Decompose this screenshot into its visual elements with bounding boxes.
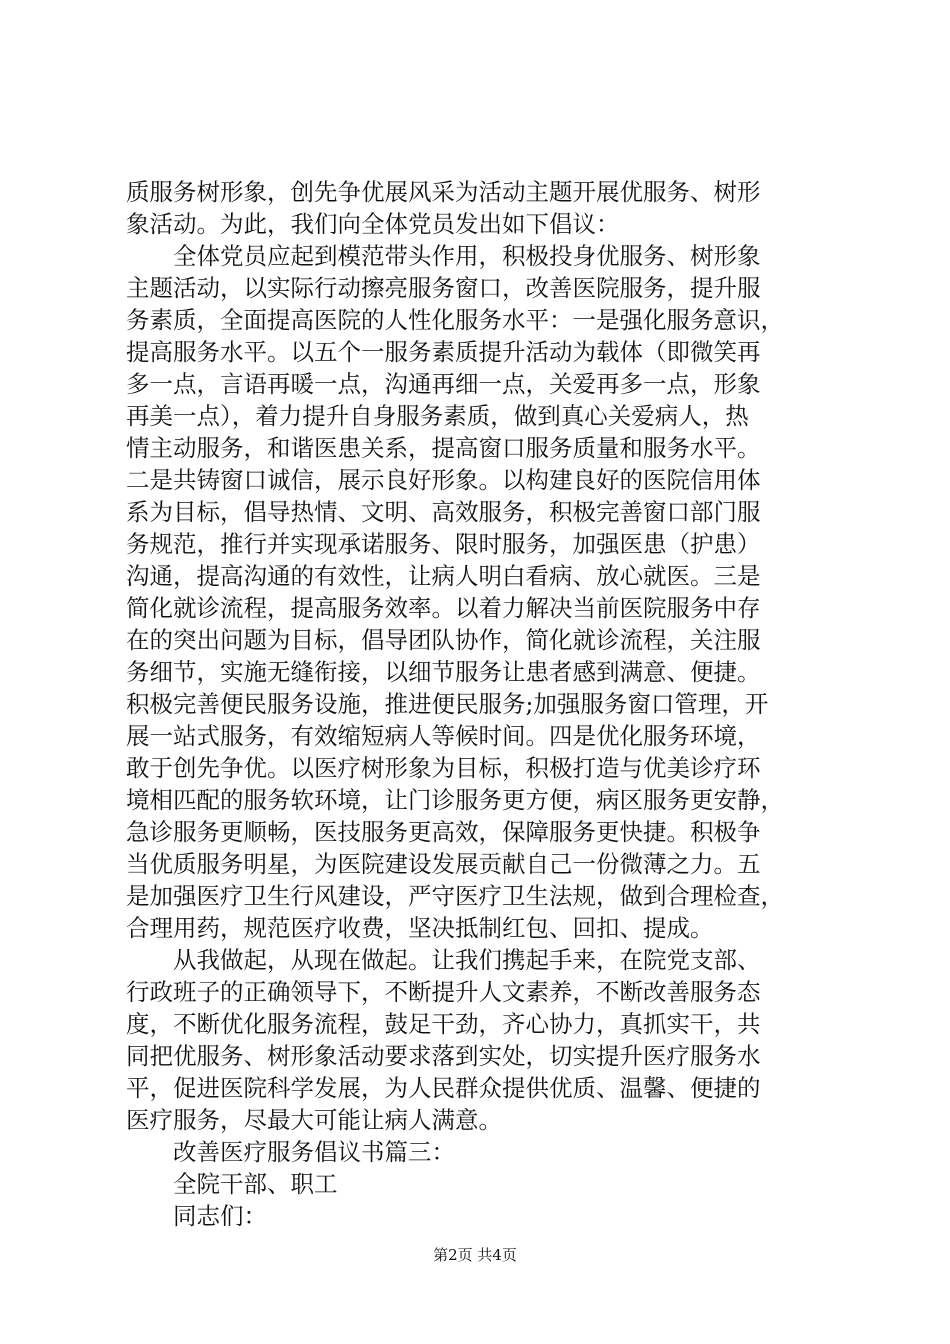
text-line: 合理用药，规范医疗收费，坚决抵制红包、回扣、提成。 (126, 914, 714, 942)
text-line: 当优质服务明星，为医院建设发展贡献自己一份微薄之力。五 (126, 850, 761, 878)
text-line: 展一站式服务，有效缩短病人等候时间。四是优化服务环境， (126, 722, 761, 750)
text-line: 象活动。为此，我们向全体党员发出如下倡议： (126, 210, 620, 238)
text-line: 行政班子的正确领导下，不断提升人文素养，不断改善服务态 (126, 978, 761, 1006)
text-line: 度，不断优化服务流程，鼓足干劲，齐心协力，真抓实干，共 (126, 1010, 761, 1038)
text-line: 多一点，言语再暖一点，沟通再细一点，关爱再多一点，形象 (126, 370, 761, 398)
text-line: 务细节，实施无缝衔接，以细节服务让患者感到满意、便捷。 (126, 658, 761, 686)
page-footer: 第2页 共4页 (433, 1246, 517, 1264)
text-line: 系为目标，倡导热情、文明、高效服务，积极完善窗口部门服 (126, 498, 761, 526)
text-line: 在的突出问题为目标，倡导团队协作，简化就诊流程，关注服 (126, 626, 761, 654)
text-line: 简化就诊流程，提高服务效率。以着力解决当前医院服务中存 (126, 594, 761, 622)
text-line: 情主动服务，和谐医患关系，提高窗口服务质量和服务水平。 (126, 434, 761, 462)
text-line: 沟通，提高沟通的有效性，让病人明白看病、放心就医。三是 (126, 562, 761, 590)
text-line: 全体党员应起到模范带头作用，积极投身优服务、树形象 (173, 242, 761, 270)
text-line: 平，促进医院科学发展，为人民群众提供优质、温馨、便捷的 (126, 1074, 761, 1102)
text-line: 从我做起，从现在做起。让我们携起手来，在院党支部、 (173, 946, 761, 974)
text-line: 积极完善便民服务设施，推进便民服务;加强服务窗口管理，开 (126, 690, 769, 718)
text-line: 敢于创先争优。以医疗树形象为目标，积极打造与优美诊疗环 (126, 754, 761, 782)
text-line: 同把优服务、树形象活动要求落到实处，切实提升医疗服务水 (126, 1042, 761, 1070)
text-line: 全院干部、职工 (173, 1170, 338, 1198)
text-line: 同志们： (173, 1202, 267, 1230)
text-line: 务规范，推行并实现承诺服务、限时服务，加强医患（护患） (126, 530, 761, 558)
document-body (126, 176, 846, 1232)
text-line: 医疗服务，尽最大可能让病人满意。 (126, 1106, 502, 1134)
text-line: 提高服务水平。以五个一服务素质提升活动为载体（即微笑再 (126, 338, 761, 366)
text-line: 境相匹配的服务软环境，让门诊服务更方便，病区服务更安静， (126, 786, 784, 814)
text-line: 主题活动，以实际行动擦亮服务窗口，改善医院服务，提升服 (126, 274, 761, 302)
text-line: 质服务树形象，创先争优展风采为活动主题开展优服务、树形 (126, 178, 761, 206)
text-line: 二是共铸窗口诚信，展示良好形象。以构建良好的医院信用体 (126, 466, 761, 494)
text-line: 是加强医疗卫生行风建设，严守医疗卫生法规，做到合理检查， (126, 882, 784, 910)
text-line: 务素质，全面提高医院的人性化服务水平：一是强化服务意识， (126, 306, 784, 334)
text-line: 改善医疗服务倡议书篇三： (173, 1138, 455, 1166)
text-line: 再美一点），着力提升自身服务素质，做到真心关爱病人，热 (126, 402, 749, 430)
text-line: 急诊服务更顺畅，医技服务更高效，保障服务更快捷。积极争 (126, 818, 761, 846)
